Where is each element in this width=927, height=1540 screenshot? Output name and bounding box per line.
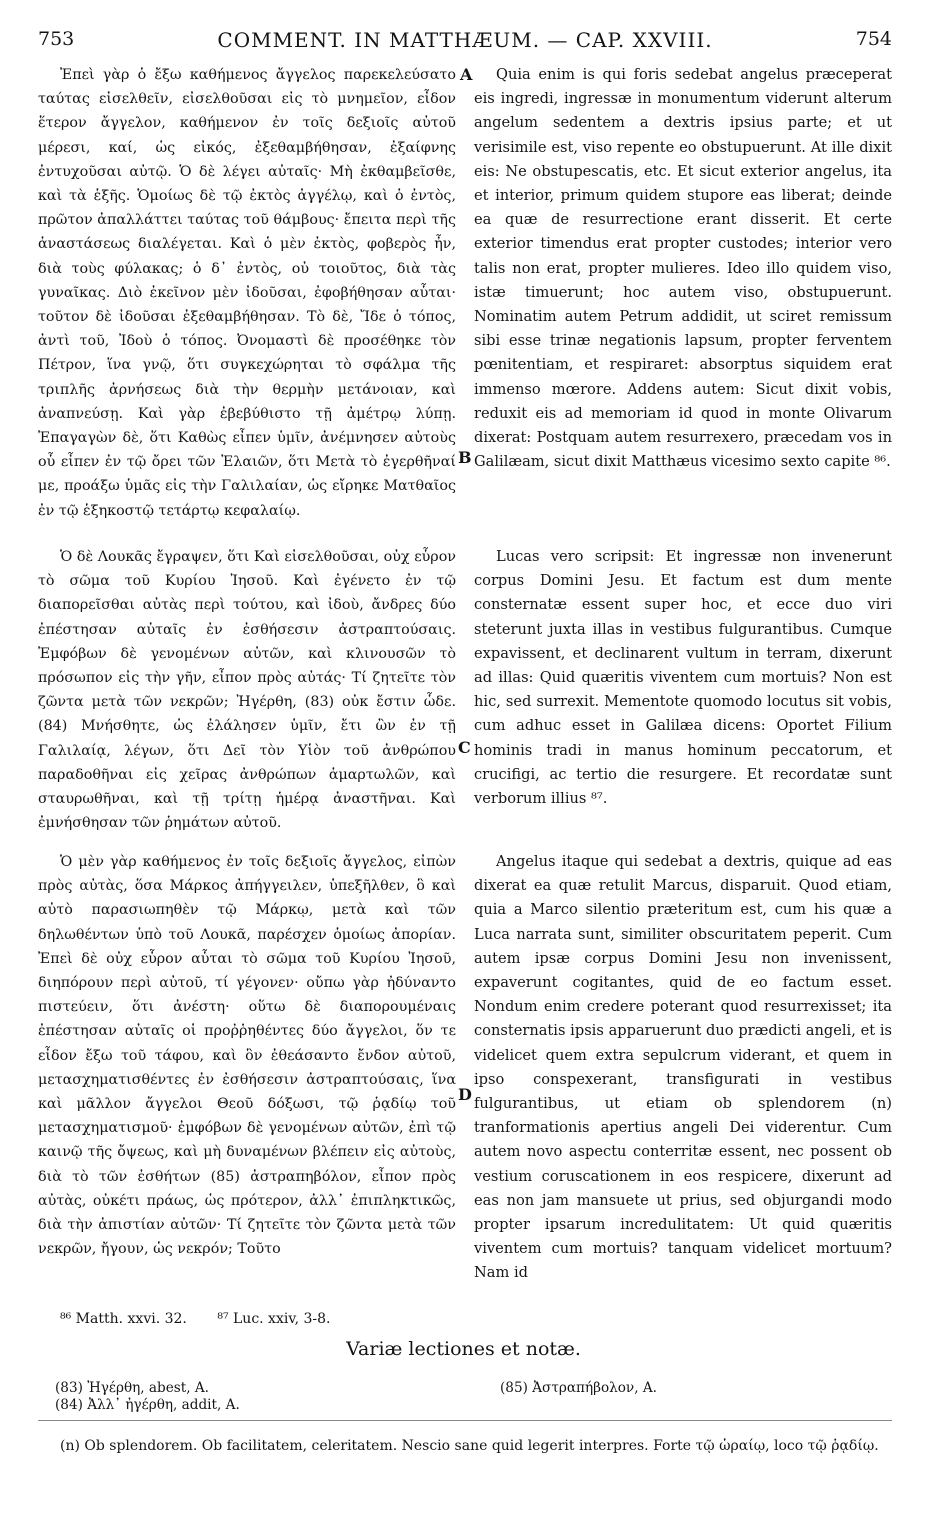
greek-paragraph: Ὁ δὲ Λουκᾶς ἔγραψεν, ὅτι Καὶ εἰσελθοῦσαι, οὐχ εὗρον τὸ σῶμα τοῦ Κυρίου Ἰησοῦ. Καὶ ἐγένετο ἐν τῷ διαπορεῖσθαι αὐτὰς περὶ τούτου, καὶ ἰδοὺ, ἄνδρες δύο ἐπέστησαν αὐταῖς ἐν ἐσθήσεσιν ἀστραπτούσαις. Ἐμφόβων δὲ γενομένων αὐτῶν, καὶ κλινουσῶν τὸ πρόσωπον εἰς τὴν γῆν, εἶπον πρὸς αὐτάς· Τί ζητεῖτε τὸν ζῶντα μετὰ τῶν νεκρῶν; Ἠγέρθη, (83) οὐκ ἔστιν ὧδε. (84) Μνήσθητε, ὡς ἐλάλησεν ὑμῖν, ἔτι ὢν ἐν τῇ Γαλιλαίᾳ, λέγων, ὅτι Δεῖ τὸν Υἱὸν τοῦ ἀνθρώπου παραδοθῆναι εἰς χεῖρας ἀνθρώπων ἁμαρτωλῶν, καὶ σταυρωθῆναι, καὶ τῇ τρίτῃ ἡμέρᾳ ἀναστῆναι. Καὶ ἐμνήσθησαν τῶν ῥημάτων αὐτοῦ. <box>38 549 456 832</box>
editorial-note: (n) Ob splendorem. Ob facilitatem, celeritatem. Nescio sane quid legerit interpres. Forte τῷ ὡραίῳ, loco τῷ ῥᾳδίῳ. <box>60 1438 879 1454</box>
greek-column-block-2 <box>38 545 456 835</box>
greek-column-block-3 <box>38 850 456 1261</box>
page-number-left: 753 <box>38 28 75 50</box>
variae-left <box>55 1380 240 1414</box>
latin-paragraph: Quia enim is qui foris sedebat angelus præceperat eis ingredi, ingressæ in monumentum viderunt alterum angelum sedentem a dextris ipsius parte; et ut verisimile est, viso repente eo obstupuerunt. At ille dixit eis: Ne obstupescatis, etc. Et sicut exterior angelus, ita et interior, primum quidem stupore eas liberat; deinde ea quæ de resurrectione erant disserit. Et certe exterior timendus erat propter custodes; interior vero talis non erat, propter mulieres. Ideo illo quidem viso, istæ timuerunt; hoc autem viso, obstupuerunt. Nominatim autem Petrum addidit, ut sciret remissum sibi esse trinæ negationis lapsum, propter ferventem pœnitentiam, et respiraret: absorptus siquidem erat immenso mœrore. Addens autem: Sicut dixit vobis, reduxit eis ad memoriam id quod in monte Olivarum dixerat: Postquam autem resurrexero, præcedam vos in Galilæam, sicut dixit Matthæus vicesimo sexto capite ⁸⁶. <box>474 66 892 471</box>
latin-paragraph: Angelus itaque qui sedebat a dextris, quique ad eas dixerat ea quæ retulit Marcus, disparuit. Quod etiam, quia a Marco silentio præteritum est, cum his quæ a Luca narrata sunt, similiter obscuritatem peperit. Cum autem ipsæ corpus Domini Jesu non invenissent, expaverunt cogitantes, quid de eo factum esset. Nondum enim credere poterant quod resurrexisset; ita consternatis ipsis apparuerunt duo prædicti angeli, et is videlicet quem extra sepulcrum viderant, et quem in ipso conspexerant, transfigurati in vestibus fulgurantibus, ut etiam ob splendorem (n) tranformationis apertius angeli Dei viderentur. Cum autem novo aspectu conterritæ essent, nec possent ob vestium coruscationem in eos respicere, dixerunt ad eas non jam mansuete ut prius, sed objurgandi modo propter ipsarum incredulitatem: Ut quid quæritis viventem cum mortuis? tanquam videlicet mortuum? Nam id <box>474 853 892 1282</box>
section-marker-c: C <box>458 738 471 757</box>
page-number-right: 754 <box>855 28 892 50</box>
running-title: COMMENT. IN MATTHÆUM. — CAP. XXVIII. <box>217 28 713 52</box>
greek-paragraph: Ὁ μὲν γὰρ καθήμενος ἐν τοῖς δεξιοῖς ἄγγελος, εἰπὼν πρὸς αὐτὰς, ὅσα Μάρκος ἀπήγγειλεν, ὑπεξῆλθεν, ὃ καὶ αὐτὸ παρασιωπηθὲν τῷ Μάρκῳ, μετὰ καὶ τῶν δηλωθέντων ὑπὸ τοῦ Λουκᾶ, παρέσχεν ὁμοίως ἀπορίαν. Ἐπεὶ δὲ οὐχ εὗρον αὗται τὸ σῶμα τοῦ Κυρίου Ἰησοῦ, διηπόρουν περὶ αὐτοῦ, τί γέγονεν· οὔπω γὰρ ἠδύναντο πιστεύειν, ὅτι ἀνέστη· οὕτω δὲ διαπορουμέναις ἐπέστησαν αὐταῖς οἱ προῤῥηθέντες δύο ἄγγελοι, ὅν τε εἶδον ἔξω τοῦ τάφου, καὶ ὃν ἐθεάσαντο ἔνδον αὐτοῦ, μετασχηματισθέντες ἐν ἐσθήσεσιν ἀστραπτούσαις, ἵνα καὶ μᾶλλον ἄγγελοι Θεοῦ δόξωσι, τῷ ῥᾳδίῳ τοῦ μετασχηματισμοῦ· ἐμφόβων δὲ γενομένων αὐτῶν, ἐπὶ τῷ καινῷ τῆς ὄψεως, καὶ μὴ δυναμένων βλέπειν εἰς αὐτοὺς, διὰ τὸ τῶν ἐσθήτων (85) ἀστραπηβόλον, εἶπον πρὸς αὐτὰς, οὐκέτι πράως, ὡς πρότερον, ἀλλ᾽ ἐπιπληκτικῶς, διὰ τὴν ἀπιστίαν αὐτῶν· Τί ζητεῖτε τὸν ζῶντα μετὰ τῶν νεκρῶν, ἤγουν, ὡς νεκρόν; Τοῦτο <box>38 854 456 1258</box>
variae-right <box>500 1380 657 1397</box>
latin-column-block-1 <box>474 63 892 474</box>
latin-paragraph: Lucas vero scripsit: Et ingressæ non invenerunt corpus Domini Jesu. Et factum est dum mente consternatæ essent super hoc, et ecce duo viri steterunt juxta illas in vestibus fulgurantibus. Cumque expavissent, et declinarent vultum in terram, dixerunt ad illas: Quid quæritis viventem cum mortuis? Non est hic, sed surrexit. Mementote quomodo locutus sit vobis, cum adhuc esset in Galilæa dicens: Oportet Filium hominis tradi in manus hominum peccatorum, et crucifigi, ac tertio die resurgere. Et recordatæ sunt verborum illius ⁸⁷. <box>474 548 892 808</box>
variant-reading: (85) Ἀστραπήβολον, A. <box>500 1380 657 1396</box>
variant-reading: (84) Ἀλλ᾽ ἠγέρθη, addit, A. <box>55 1397 240 1413</box>
footnote: ⁸⁶ Matth. xxvi. 32. <box>60 1311 187 1327</box>
divider <box>38 1420 892 1421</box>
page-header <box>38 28 892 54</box>
footnote: ⁸⁷ Luc. xxiv, 3-8. <box>217 1311 331 1327</box>
section-marker-d: D <box>458 1085 472 1104</box>
latin-column-block-3 <box>474 850 892 1286</box>
section-marker-a: A <box>460 65 473 84</box>
footnotes <box>60 1311 356 1327</box>
section-marker-b: B <box>458 448 472 467</box>
variae-heading: Variæ lectiones et notæ. <box>346 1338 581 1360</box>
greek-paragraph: Ἐπεὶ γὰρ ὁ ἔξω καθήμενος ἄγγελος παρεκελεύσατο ταύτας εἰσελθεῖν, εἰσελθοῦσαι εἰς τὸ μνημεῖον, εἶδον ἕτερον ἄγγελον, καθήμενον ἐν τοῖς δεξιοῖς αὐτοῦ μέρεσι, καί, ὡς εἰκός, ἐξεθαμβήθησαν, ἐξαίφνης ἐντυχοῦσαι αὐτῷ. Ὁ δὲ λέγει αὐταῖς· Μὴ ἐκθαμβεῖσθε, καὶ τὰ ἑξῆς. Ὁμοίως δὲ τῷ ἐκτὸς ἀγγέλῳ, καὶ ὁ ἐντὸς, πρῶτον ἀπαλλάττει ταύτας τοῦ θάμβους· ἔπειτα περὶ τῆς ἀναστάσεως διαλέγεται. Καὶ ὁ μὲν ἐκτὸς, φοβερὸς ἦν, διὰ τοὺς φύλακας; ὁ δ᾽ ἐντὸς, οὐ τοιοῦτος, διὰ τὰς γυναῖκας. Διὸ ἐκεῖνον μὲν ἰδοῦσαι, ἐφοβήθησαν αὗται· τοῦτον δὲ ἰδοῦσαι ἐξεθαμβήθησαν. Τὸ δὲ, Ἴδε ὁ τόπος, ἀντὶ τοῦ, Ἰδοὺ ὁ τόπος. Ὀνομαστὶ δὲ προσέθηκε τὸν Πέτρον, ἵνα γνῷ, ὅτι συγκεχώρηται τὸ σφάλμα τῆς τριπλῆς ἀρνήσεως διὰ τὴν θερμὴν μετάνοιαν, καὶ ἀναπνεύσῃ. Καὶ γὰρ ἐβεβύθιστο τῇ ἀμέτρῳ λύπῃ. Ἐπαγαγὼν δὲ, ὅτι Καθὼς εἶπεν ὑμῖν, ἀνέμνησεν αὐτοὺς οὗ εἶπεν ἐν τῷ ὄρει τῶν Ἐλαιῶν, ὅτι Μετὰ τὸ ἐγερθῆναί με, προάξω ὑμᾶς εἰς τὴν Γαλιλαίαν, ὡς εἴρηκε Ματθαῖος ἐν τῷ ἑξηκοστῷ τετάρτῳ κεφαλαίῳ. <box>38 67 456 519</box>
greek-column-block-1 <box>38 63 456 523</box>
latin-column-block-2 <box>474 545 892 811</box>
variant-reading: (83) Ἠγέρθη, abest, A. <box>55 1380 209 1396</box>
